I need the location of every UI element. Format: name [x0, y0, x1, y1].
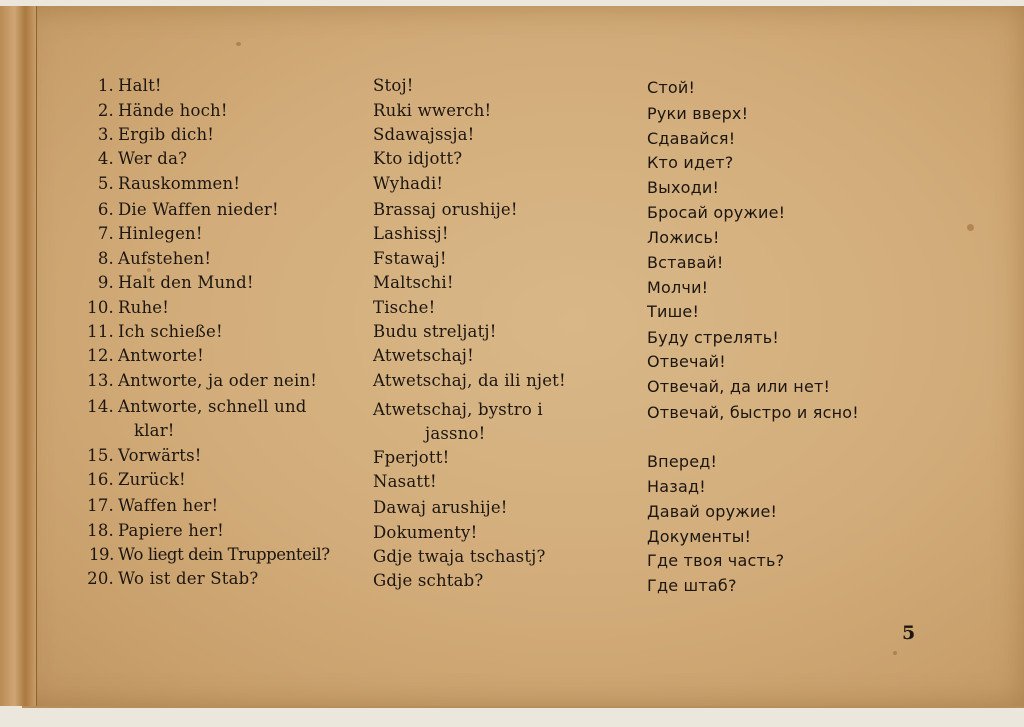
phrase-german: 16. Zurück!: [87, 470, 186, 489]
booklet-binding: [0, 6, 37, 706]
phrase-german: 17. Waffen her!: [87, 496, 219, 515]
phrase-transliteration: Tische!: [373, 298, 436, 317]
phrase-german: 19. Wo liegt dein Truppenteil?: [88, 545, 330, 564]
phrase-russian: Буду стрелять!: [647, 328, 779, 347]
phrase-german: 9. Halt den Mund!: [97, 273, 254, 292]
phrase-german-continued: klar!: [134, 421, 175, 440]
phrase-transliteration: Lashissj!: [373, 224, 449, 243]
phrase-transliteration: Dawaj arushije!: [373, 498, 508, 517]
phrase-russian: Выходи!: [647, 178, 720, 197]
phrase-transliteration: Gdje schtab?: [373, 571, 484, 590]
phrase-transliteration: Fperjott!: [373, 448, 450, 467]
phrase-transliteration: Atwetschaj!: [373, 346, 474, 365]
phrase-german: 5. Rauskommen!: [97, 174, 241, 193]
paper-stain: [893, 651, 897, 655]
phrase-german: 3. Ergib dich!: [97, 125, 215, 144]
phrase-russian: Отвечай!: [647, 352, 726, 371]
phrase-transliteration: Kto idjott?: [373, 149, 463, 168]
phrase-transliteration: Brassaj orushije!: [373, 200, 518, 219]
phrase-russian: Давай оружие!: [647, 502, 778, 521]
phrase-german: 20. Wo ist der Stab?: [87, 569, 259, 588]
phrase-german: 2. Hände hoch!: [97, 101, 228, 120]
phrase-german: 1. Halt!: [97, 76, 162, 95]
phrase-russian: Назад!: [647, 477, 706, 496]
paper-stain: [967, 224, 974, 231]
phrase-transliteration: Wyhadi!: [373, 174, 444, 193]
phrase-german: 4. Wer da?: [97, 149, 188, 168]
phrase-transliteration: Atwetschaj, bystro i: [373, 400, 543, 419]
phrase-german: 13. Antworte, ja oder nein!: [87, 371, 318, 390]
phrase-russian: Вперед!: [647, 452, 718, 471]
phrase-transliteration: Gdje twaja tschastj?: [373, 547, 546, 566]
phrase-transliteration: Maltschi!: [373, 273, 454, 292]
phrase-transliteration: Ruki wwerch!: [373, 101, 492, 120]
phrase-german: 8. Aufstehen!: [97, 249, 212, 268]
phrase-german: 14. Antworte, schnell und: [87, 397, 307, 416]
phrase-russian: Отвечай, да или нет!: [647, 377, 831, 396]
phrase-russian: Ложись!: [647, 228, 720, 247]
phrase-transliteration: Atwetschaj, da ili njet!: [373, 371, 566, 390]
phrase-german: 18. Papiere her!: [87, 521, 225, 540]
phrase-transliteration: Fstawaj!: [373, 249, 447, 268]
phrase-german: 11. Ich schieße!: [87, 322, 223, 341]
phrase-russian: Тише!: [647, 302, 700, 321]
phrase-russian: Кто идет?: [647, 153, 734, 172]
phrase-russian: Документы!: [647, 527, 752, 546]
phrase-german: 12. Antworte!: [87, 346, 204, 365]
phrase-transliteration: Nasatt!: [373, 472, 437, 491]
phrase-german: 7. Hinlegen!: [97, 224, 203, 243]
phrase-russian: Руки вверх!: [647, 104, 749, 123]
phrase-russian: Молчи!: [647, 278, 709, 297]
phrase-transliteration: Stoj!: [373, 76, 414, 95]
phrase-transliteration: Sdawajssja!: [373, 125, 475, 144]
phrase-transliteration: Dokumenty!: [373, 523, 478, 542]
phrase-russian: Отвечай, быстро и ясно!: [647, 403, 859, 422]
phrase-german: 15. Vorwärts!: [87, 446, 202, 465]
phrase-german: 10. Ruhe!: [87, 298, 170, 317]
phrase-russian: Вставай!: [647, 253, 724, 272]
phrase-russian: Бросай оружие!: [647, 203, 786, 222]
phrase-russian: Где штаб?: [647, 576, 737, 595]
phrase-transliteration-continued: jassno!: [425, 424, 486, 443]
phrase-german: 6. Die Waffen nieder!: [97, 200, 279, 219]
page-number: 5: [902, 622, 916, 644]
phrase-transliteration: Budu streljatj!: [373, 322, 497, 341]
phrase-russian: Сдавайся!: [647, 129, 736, 148]
phrase-russian: Стой!: [647, 78, 696, 97]
paper-stain: [236, 42, 241, 46]
phrase-russian: Где твоя часть?: [647, 551, 785, 570]
